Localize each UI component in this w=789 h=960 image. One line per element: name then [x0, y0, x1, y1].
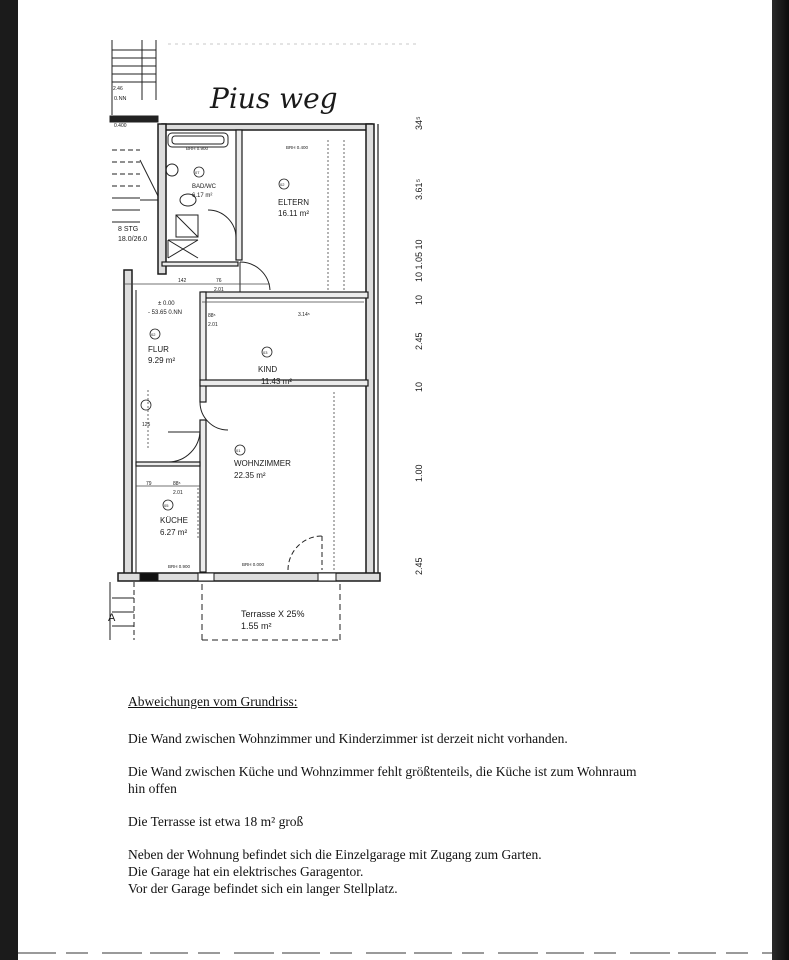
right-dim-3: 10 1.05 10: [414, 239, 424, 282]
room-wohnzimmer-number: 01: [236, 448, 241, 453]
room-eltern-name: ELTERN: [278, 198, 309, 207]
room-kueche-number: 05: [164, 503, 169, 508]
section-marker-a: A: [108, 612, 116, 624]
note-terrace-size: Die Terrasse ist etwa 18 m² groß: [128, 814, 304, 829]
scan-edge-shadow: [772, 0, 789, 960]
room-kind-area: 11.43 m²: [261, 377, 292, 386]
dim-201-a: 2.01: [214, 287, 224, 293]
dim-level-flur-2: - 53.65 0.NN: [148, 310, 183, 316]
room-bad-name: BAD/WC: [192, 184, 216, 190]
room-kind-name: KIND: [258, 365, 278, 374]
room-bad-area: 6.17 m²: [192, 193, 213, 199]
room-eltern-number: 02: [280, 182, 285, 187]
room-kueche-name: KÜCHE: [160, 516, 189, 525]
right-dim-2: 3.61⁵: [414, 178, 424, 200]
room-kind-number: 03: [263, 350, 268, 355]
stair-steps-size: 18.0/26.0: [118, 236, 148, 243]
dim-brh-kueche: BRH 0.900: [168, 564, 191, 569]
note-garage-location: Neben der Wohnung befindet sich die Einzelgarage mit Zugang zum Garten.: [128, 847, 542, 862]
room-eltern-area: 16.11 m²: [278, 209, 309, 218]
dim-201-c: 2.01: [173, 490, 183, 496]
right-dim-1: 34⁵: [414, 116, 424, 130]
note-garage-door: Die Garage hat ein elektrisches Garagentor.: [128, 864, 364, 879]
dim-88-b: 88⁵: [173, 481, 181, 487]
right-dim-6: 10: [414, 381, 424, 392]
note-wall-kitchen-living: Die Wand zwischen Küche und Wohnzimmer fehlt größtenteils, die Küche ist zum Wohnraum hin offen: [128, 764, 637, 796]
room-flur-area: 9.29 m²: [148, 356, 176, 365]
right-dim-7: 1.00: [414, 464, 424, 482]
room-flur-number: 02: [151, 332, 156, 337]
handwritten-street-label: Pius weg: [210, 82, 338, 115]
dim-brh-bad: BRH 0.900: [186, 146, 209, 151]
dim-125: 125: [142, 422, 151, 428]
room-bad-number: 07: [195, 170, 200, 175]
note-garage-parking: Vor der Garage befindet sich ein langer Stellplatz.: [128, 881, 398, 896]
door-swings: [168, 262, 322, 570]
right-dim-4: 10: [414, 294, 424, 305]
room-flur-name: FLUR: [148, 345, 169, 354]
dim-88: 88⁵: [208, 313, 216, 319]
dim-brh-wohn: BRH 0.000: [242, 562, 265, 567]
room-kueche-area: 6.27 m²: [160, 528, 188, 537]
right-dim-5: 2.45: [414, 332, 424, 350]
document-page: [18, 0, 772, 960]
stair-steps-label: 8 STG: [118, 226, 139, 233]
inner-walls: [136, 130, 368, 572]
stair-label-1: 2.46: [113, 86, 123, 92]
room-wohnzimmer-name: WOHNZIMMER: [234, 459, 291, 468]
stair-label-3: 0.400: [114, 123, 127, 129]
floor-plan: [18, 0, 772, 680]
right-dim-8: 2.45: [414, 557, 424, 575]
stair-label-2: 0.NN: [114, 96, 127, 102]
stairwell: [110, 40, 158, 222]
notes-heading: Abweichungen vom Grundriss:: [128, 694, 298, 709]
outside-steps: [110, 582, 134, 640]
terrace-name: Terrasse X 25%: [241, 609, 305, 619]
terrace-area: 1.55 m²: [241, 621, 272, 631]
dim-76: 76: [216, 278, 222, 284]
room-wohnzimmer-area: 22.35 m²: [234, 471, 266, 480]
dim-level-flur: ± 0.00: [158, 301, 175, 307]
dim-201-b: 2.01: [208, 322, 218, 328]
dim-brh-eltern: BRH 0.400: [286, 145, 309, 150]
dim-79: 79: [146, 481, 152, 487]
dim-142: 142: [178, 278, 187, 284]
deviation-notes: [128, 693, 688, 897]
note-wall-living-child: Die Wand zwischen Wohnzimmer und Kinderzimmer ist derzeit nicht vorhanden.: [128, 731, 568, 746]
dim-314: 3.14⁵: [298, 312, 310, 318]
bottom-page-edge-marks: [18, 950, 772, 956]
